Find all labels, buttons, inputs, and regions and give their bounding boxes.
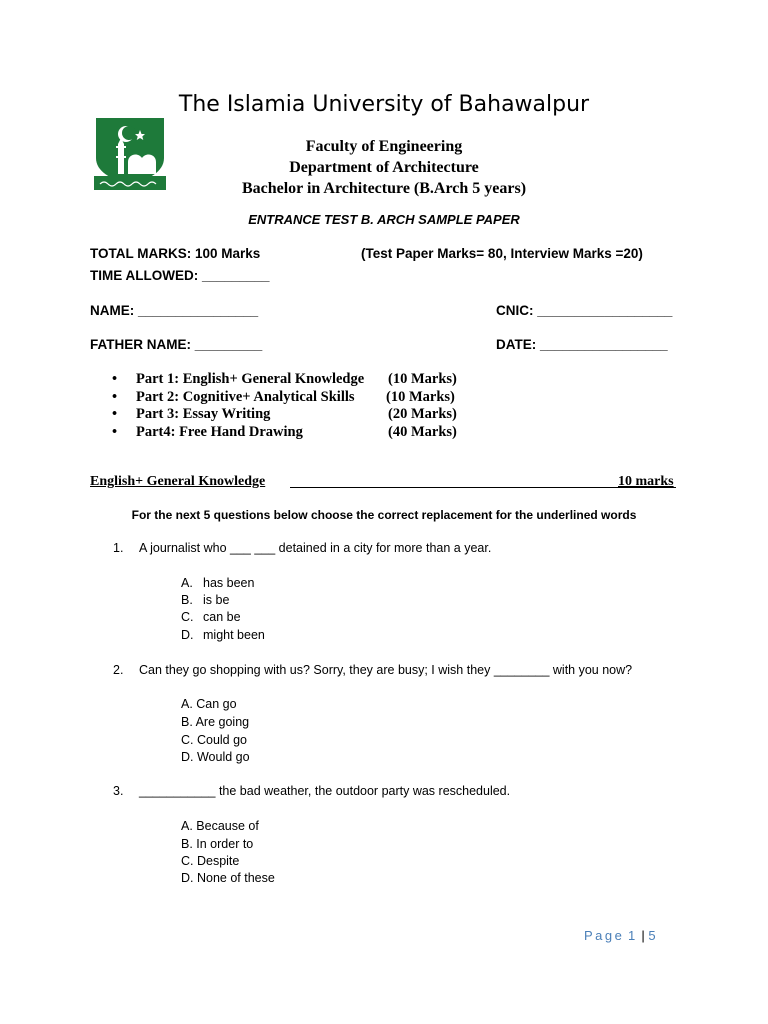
page-number: 1 bbox=[628, 928, 638, 943]
question-number: 2. bbox=[113, 663, 124, 677]
section-marks: 10 marks bbox=[618, 474, 674, 489]
option-b[interactable]: B. Are going bbox=[181, 715, 250, 729]
option-letter: A. bbox=[181, 576, 193, 590]
option-c[interactable]: C. Despite bbox=[181, 854, 240, 868]
option-letter: B. bbox=[181, 593, 193, 607]
time-allowed-field[interactable]: TIME ALLOWED: _________ bbox=[90, 268, 270, 283]
list-item: • Part4: Free Hand Drawing (40 Marks) bbox=[112, 423, 457, 440]
option-b[interactable]: is be bbox=[203, 593, 230, 607]
page-separator: | bbox=[641, 928, 645, 943]
list-item: • Part 2: Cognitive+ Analytical Skills (10 Marks) bbox=[112, 388, 455, 405]
date-field[interactable]: DATE: _________________ bbox=[496, 337, 668, 352]
option-d[interactable]: D. None of these bbox=[181, 871, 275, 885]
bullet-icon: • bbox=[112, 371, 118, 387]
option-letter: D. bbox=[181, 628, 194, 642]
father-name-field[interactable]: FATHER NAME: _________ bbox=[90, 337, 263, 352]
question-text: A journalist who ___ ___ detained in a city for more than a year. bbox=[139, 541, 492, 555]
test-title: ENTRANCE TEST B. ARCH SAMPLE PAPER bbox=[248, 212, 520, 227]
total-pages: 5 bbox=[648, 928, 659, 943]
option-d[interactable]: D. Would go bbox=[181, 750, 250, 764]
program-heading: Bachelor in Architecture (B.Arch 5 years) bbox=[241, 180, 527, 197]
question-text: Can they go shopping with us? Sorry, they are busy; I wish they ________ with you now? bbox=[139, 663, 633, 677]
question-number: 3. bbox=[113, 784, 124, 798]
bullet-icon: • bbox=[112, 388, 118, 405]
page-footer bbox=[584, 928, 658, 943]
option-letter: C. bbox=[181, 610, 194, 624]
section-instruction: For the next 5 questions below choose the correct replacement for the underlined words bbox=[131, 508, 637, 522]
bullet-icon: • bbox=[112, 423, 118, 440]
parts-list bbox=[112, 371, 472, 441]
option-c[interactable]: C. Could go bbox=[181, 733, 248, 747]
total-marks: TOTAL MARKS: 100 Marks bbox=[90, 246, 261, 261]
list-item: • Part 1: English+ General Knowledge (10 Marks) bbox=[112, 371, 457, 387]
section-title: English+ General Knowledge bbox=[90, 474, 266, 489]
bullet-icon: • bbox=[112, 406, 118, 422]
cnic-field[interactable]: CNIC: __________________ bbox=[496, 303, 673, 318]
option-b[interactable]: B. In order to bbox=[181, 837, 254, 851]
university-title: The Islamia University of Bahawalpur bbox=[178, 92, 590, 117]
list-item: • Part 3: Essay Writing (20 Marks) bbox=[112, 406, 457, 422]
question-text: ___________ the bad weather, the outdoor party was rescheduled. bbox=[139, 784, 511, 798]
marks-breakdown: (Test Paper Marks= 80, Interview Marks =20) bbox=[361, 246, 643, 261]
department-heading: Department of Architecture bbox=[289, 159, 479, 176]
question-number: 1. bbox=[113, 541, 124, 555]
faculty-heading: Faculty of Engineering bbox=[305, 138, 463, 155]
option-d[interactable]: might been bbox=[203, 628, 265, 642]
page-word: Page bbox=[584, 928, 625, 943]
option-c[interactable]: can be bbox=[203, 610, 241, 624]
option-a[interactable]: has been bbox=[203, 576, 255, 590]
option-a[interactable]: A. Because of bbox=[181, 819, 259, 833]
name-field[interactable]: NAME: ________________ bbox=[90, 303, 259, 318]
option-a[interactable]: A. Can go bbox=[181, 697, 237, 711]
